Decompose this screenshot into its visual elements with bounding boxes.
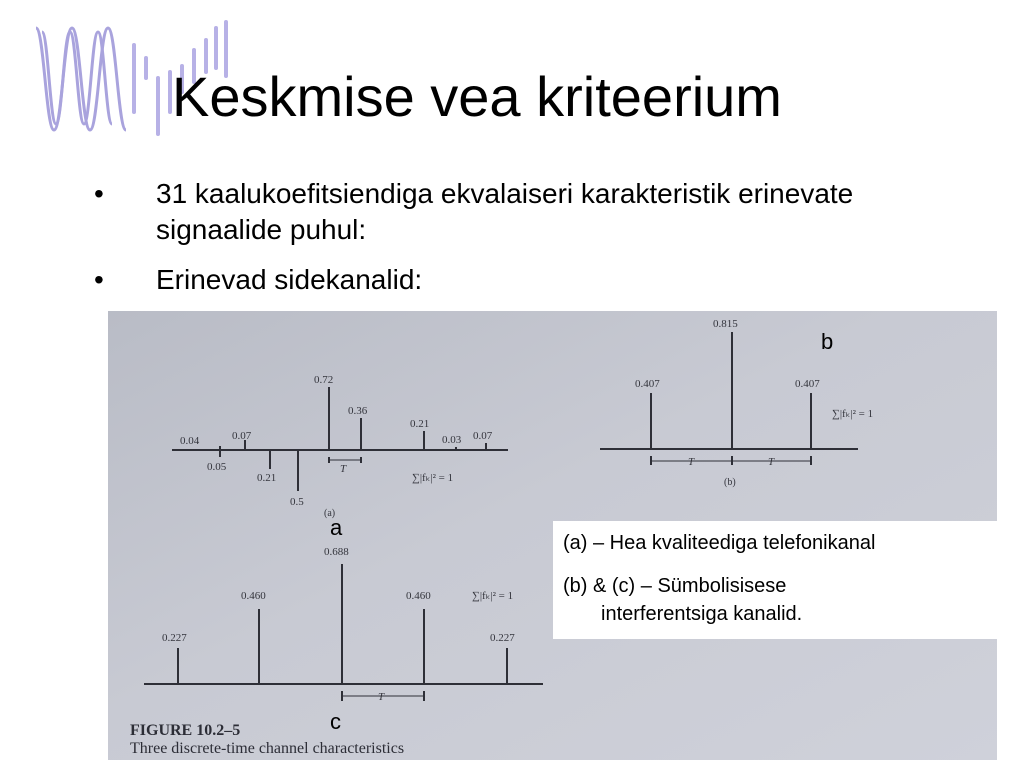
panel-sublabel: (a) <box>324 508 336 519</box>
caption-box <box>553 521 997 639</box>
sum-formula: ∑|fₖ|² = 1 <box>832 408 874 420</box>
bullet-item <box>94 176 1014 248</box>
bullet-marker: • <box>94 264 104 295</box>
figure-number: FIGURE 10.2–5 <box>130 722 241 739</box>
value-label: 0.5 <box>290 496 304 508</box>
value-label: 0.815 <box>713 318 738 330</box>
value-label: 0.227 <box>490 632 515 644</box>
sum-formula: ∑|fₖ|² = 1 <box>472 590 514 602</box>
bullet-list <box>94 176 1014 312</box>
value-label: 0.07 <box>473 430 493 442</box>
sum-formula: ∑|fₖ|² = 1 <box>412 472 454 484</box>
value-label: 0.688 <box>324 546 349 558</box>
bullet-text-line: 31 kaalukoefitsiendiga ekvalaiseri karakteristik erinevate <box>156 178 854 209</box>
value-label: 0.03 <box>442 434 462 446</box>
caption-line: interferentsiga kanalid. <box>601 603 803 625</box>
panel-label-c: c <box>330 709 341 734</box>
panel-label-a: a <box>330 515 343 540</box>
bullet-marker: • <box>94 178 104 209</box>
value-label: 0.05 <box>207 461 227 473</box>
bullet-text-line: Erinevad sidekanalid: <box>156 264 423 295</box>
T-label: T <box>340 463 347 475</box>
bullet-item <box>94 262 1014 298</box>
value-label: 0.21 <box>257 472 277 484</box>
value-label: 0.21 <box>410 418 430 430</box>
value-label: 0.460 <box>406 590 431 602</box>
T-label: T <box>688 456 695 468</box>
value-label: 0.04 <box>180 435 200 447</box>
caption-line: (a) – Hea kvaliteediga telefonikanal <box>563 532 876 554</box>
T-label: T <box>768 456 775 468</box>
figure-caption: Three discrete-time channel characteristics <box>130 740 405 757</box>
caption-line: (b) & (c) – Sümbolisisese <box>563 575 787 597</box>
value-label: 0.72 <box>314 374 334 386</box>
bullet-text-line: signaalide puhul: <box>156 214 367 245</box>
value-label: 0.227 <box>162 632 187 644</box>
value-label: 0.407 <box>795 378 820 390</box>
value-label: 0.36 <box>348 405 368 417</box>
value-label: 0.07 <box>232 430 252 442</box>
panel-sublabel: (b) <box>724 477 736 488</box>
value-label: 0.460 <box>241 590 266 602</box>
T-label: T <box>378 691 385 703</box>
value-label: 0.407 <box>635 378 660 390</box>
panel-label-b: b <box>821 329 834 354</box>
slide-title: Keskmise vea kriteerium <box>172 65 782 128</box>
